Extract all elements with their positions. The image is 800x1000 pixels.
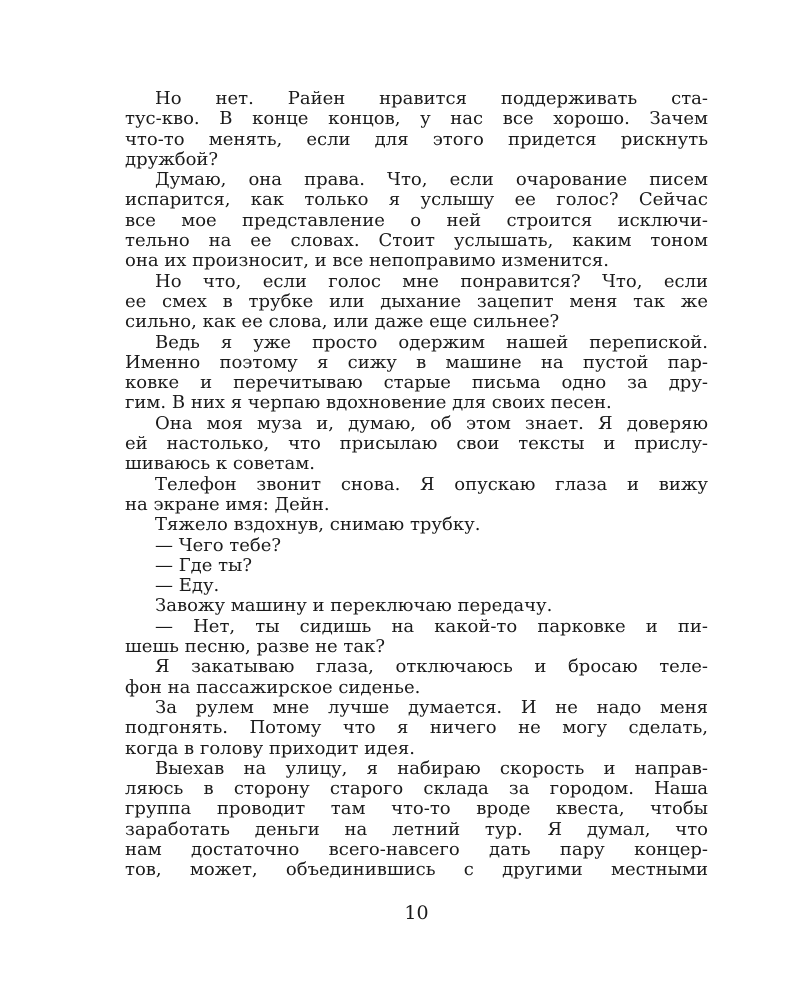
text-line: Выехав на улицу, я набираю скорость и направ-: [155, 757, 708, 779]
text-line: Думаю, она права. Что, если очарование писем: [155, 169, 708, 191]
text-line: ей настолько, что присылаю свои тексты и прислу-: [125, 433, 708, 455]
page-number: 10: [404, 902, 429, 924]
text-line: — Чего тебе?: [155, 534, 282, 556]
text-line: подгонять. Потому что я ничего не могу сделать,: [125, 717, 708, 739]
text-line: ляюсь в сторону старого склада за городом. Наша: [125, 778, 708, 800]
text-line: гим. В них я черпаю вдохновение для своих песен.: [125, 392, 612, 414]
text-line: Я закатываю глаза, отключаюсь и бросаю теле-: [155, 656, 708, 678]
text-line: что-то менять, если для этого придется рискнуть: [125, 128, 708, 150]
text-line: Но что, если голос мне понравится? Что, если: [155, 270, 708, 292]
text-line: все мое представление о ней строится исключи-: [125, 209, 708, 231]
text-line: нам достаточно всего-навсего дать пару концер-: [125, 838, 708, 860]
text-line: испарится, как только я услышу ее голос? Сейчас: [125, 189, 708, 211]
text-line: сильно, как ее слова, или даже еще сильнее?: [125, 311, 560, 333]
text-line: Телефон звонит снова. Я опускаю глаза и вижу: [155, 473, 708, 495]
text-line: — Нет, ты сидишь на какой-то парковке и пи-: [155, 615, 708, 637]
text-line: фон на пассажирское сиденье.: [125, 676, 421, 698]
text-line: шешь песню, разве не так?: [125, 636, 386, 658]
text-line: тус-кво. В конце концов, у нас все хорошо. Зачем: [125, 108, 708, 130]
text-line: Именно поэтому я сижу в машине на пустой пар-: [125, 351, 708, 373]
text-line: Ведь я уже просто одержим нашей перепиской.: [155, 331, 708, 353]
text-line: Она моя муза и, думаю, об этом знает. Я доверяю: [155, 412, 708, 434]
text-line: заработать деньги на летний тур. Я думал, что: [125, 818, 708, 840]
text-line: Тяжело вздохнув, снимаю трубку.: [155, 514, 481, 536]
text-line: ковке и перечитываю старые письма одно за дру-: [125, 372, 708, 394]
text-line: когда в голову приходит идея.: [125, 737, 415, 759]
text-line: тов, может, объединившись с другими местными: [125, 859, 708, 881]
text-line: — Еду.: [155, 575, 220, 597]
text-line: группа проводит там что-то вроде квеста, чтобы: [125, 798, 708, 820]
text-line: она их произносит, и все непоправимо изменится.: [125, 250, 609, 272]
text-line: ее смех в трубке или дыхание зацепит меня так же: [125, 290, 708, 312]
text-line: — Где ты?: [155, 554, 253, 576]
text-line: шиваюсь к советам.: [125, 453, 315, 475]
text-line: дружбой?: [125, 148, 219, 170]
text-line: За рулем мне лучше думается. И не надо меня: [155, 696, 708, 718]
text-line: Завожу машину и переключаю передачу.: [155, 595, 553, 617]
text-line: на экране имя: Дейн.: [125, 493, 330, 515]
body-text: [125, 89, 708, 881]
text-line: тельно на ее словах. Стоит услышать, каким тоном: [125, 230, 708, 252]
text-line: Но нет. Райен нравится поддерживать ста-: [155, 88, 708, 109]
